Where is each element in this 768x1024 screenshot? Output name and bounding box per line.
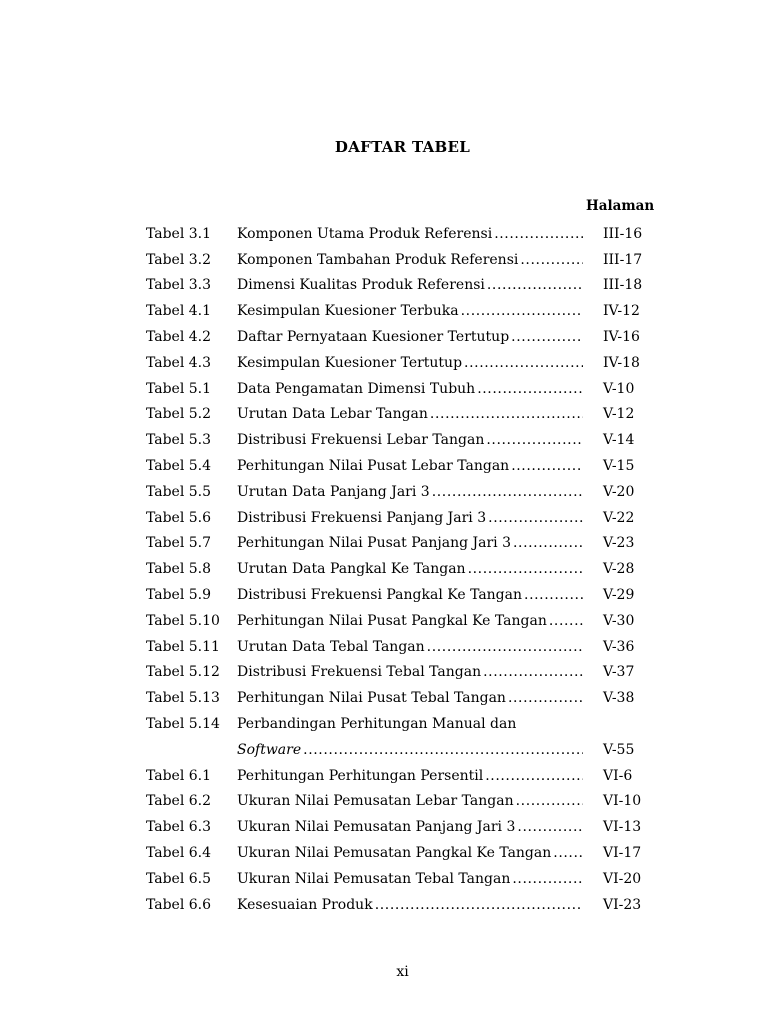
page-ref: V-23 (603, 535, 635, 552)
table-title: Urutan Data Lebar Tangan (237, 407, 428, 422)
page-ref: V-15 (603, 458, 635, 475)
page-ref: IV-18 (603, 354, 640, 371)
page-number: xi (396, 964, 409, 980)
page-ref: VI-20 (603, 870, 642, 887)
dot-leader (520, 253, 583, 267)
dot-leader (375, 898, 583, 912)
table-list (146, 221, 666, 918)
list-item-continuation (146, 737, 666, 763)
list-item (146, 247, 666, 273)
page-ref: V-36 (603, 638, 635, 655)
table-number: Tabel 5.10 (146, 612, 220, 629)
table-title: Urutan Data Panjang Jari 3 (237, 484, 430, 499)
table-number: Tabel 5.13 (146, 690, 220, 707)
table-number: Tabel 5.12 (146, 664, 220, 681)
dot-leader (512, 872, 583, 886)
table-number: Tabel 5.1 (146, 380, 212, 397)
list-item (146, 531, 666, 557)
page-ref: V-29 (603, 587, 635, 604)
list-item (146, 582, 666, 608)
table-number: Tabel 5.6 (146, 509, 212, 526)
list-item (146, 298, 666, 324)
list-item (146, 685, 666, 711)
list-item (146, 273, 666, 299)
page-ref: V-10 (603, 380, 635, 397)
table-number: Tabel 6.6 (146, 896, 212, 913)
list-item (146, 350, 666, 376)
page-ref: V-20 (603, 483, 635, 500)
dot-leader (487, 278, 583, 292)
dot-leader (477, 382, 583, 396)
table-title: Distribusi Frekuensi Tebal Tangan (237, 665, 482, 680)
dot-leader (524, 588, 583, 602)
dot-leader (511, 459, 583, 473)
list-item (146, 789, 666, 815)
page-ref: V-22 (603, 509, 635, 526)
page-title: DAFTAR TABEL (334, 138, 471, 156)
list-item (146, 763, 666, 789)
table-title: Ukuran Nilai Pemusatan Panjang Jari 3 (237, 820, 516, 835)
dot-leader (464, 356, 583, 370)
page-ref: V-28 (603, 561, 635, 578)
table-title: Perhitungan Nilai Pusat Pangkal Ke Tangan (237, 613, 547, 628)
table-title: Perhitungan Nilai Pusat Lebar Tangan (237, 459, 510, 474)
table-title: Perhitungan Perhitungan Persentil (237, 768, 484, 783)
table-title: Distribusi Frekuensi Lebar Tangan (237, 433, 485, 448)
page-ref: VI-13 (603, 819, 642, 836)
list-item (146, 608, 666, 634)
table-title: Ukuran Nilai Pemusatan Tebal Tangan (237, 871, 511, 886)
table-title: Daftar Pernyataan Kuesioner Tertutup (237, 330, 510, 345)
table-number: Tabel 5.14 (146, 716, 220, 733)
table-title: Distribusi Frekuensi Panjang Jari 3 (237, 510, 487, 525)
table-title: Kesimpulan Kuesioner Terbuka (237, 304, 459, 319)
table-title: Perhitungan Nilai Pusat Panjang Jari 3 (237, 536, 511, 551)
dot-leader (513, 536, 583, 550)
list-item (146, 221, 666, 247)
page-ref: V-55 (603, 741, 635, 758)
page-ref: III-16 (603, 225, 643, 242)
table-title: Data Pengamatan Dimensi Tubuh (237, 381, 476, 396)
table-number: Tabel 6.2 (146, 793, 212, 810)
table-number: Tabel 5.4 (146, 458, 212, 475)
dot-leader (432, 485, 583, 499)
table-number: Tabel 6.1 (146, 767, 212, 784)
table-title: Urutan Data Tebal Tangan (237, 639, 425, 654)
page-column-header: Halaman (586, 198, 655, 214)
page-ref: VI-23 (603, 896, 642, 913)
dot-leader (486, 433, 583, 447)
dot-leader (517, 820, 583, 834)
table-number: Tabel 5.7 (146, 535, 212, 552)
dot-leader (553, 846, 583, 860)
list-item (146, 376, 666, 402)
table-title: Perbandingan Perhitungan Manual dan (237, 717, 517, 732)
list-item (146, 840, 666, 866)
dot-leader (511, 330, 583, 344)
dot-leader (508, 691, 583, 705)
dot-leader (494, 227, 583, 241)
dot-leader (488, 511, 583, 525)
table-title: Komponen Utama Produk Referensi (237, 226, 493, 241)
table-title: Perhitungan Nilai Pusat Tebal Tangan (237, 691, 506, 706)
dot-leader (468, 562, 583, 576)
list-item (146, 505, 666, 531)
page-ref: VI-6 (603, 767, 633, 784)
table-title: Ukuran Nilai Pemusatan Pangkal Ke Tangan (237, 846, 552, 861)
table-number: Tabel 5.8 (146, 561, 212, 578)
list-item (146, 866, 666, 892)
table-number: Tabel 6.3 (146, 819, 212, 836)
table-number: Tabel 3.2 (146, 251, 212, 268)
table-number: Tabel 4.3 (146, 354, 212, 371)
page-ref: V-14 (603, 432, 635, 449)
list-item (146, 427, 666, 453)
dot-leader (516, 794, 583, 808)
table-title: Kesesuaian Produk (237, 897, 373, 912)
page-ref: V-38 (603, 690, 635, 707)
table-number: Tabel 3.3 (146, 277, 212, 294)
dot-leader (549, 614, 583, 628)
list-item (146, 892, 666, 918)
table-number: Tabel 4.2 (146, 329, 212, 346)
table-title-continuation: Software (237, 742, 302, 757)
dot-leader (461, 304, 583, 318)
page-ref: III-18 (603, 277, 643, 294)
list-item (146, 479, 666, 505)
table-number: Tabel 5.2 (146, 406, 212, 423)
dot-leader (483, 665, 583, 679)
list-item (146, 634, 666, 660)
list-item (146, 660, 666, 686)
list-item (146, 402, 666, 428)
list-item (146, 814, 666, 840)
table-number: Tabel 6.4 (146, 845, 212, 862)
page-ref: IV-12 (603, 303, 640, 320)
table-number: Tabel 6.5 (146, 870, 212, 887)
dot-leader (430, 407, 583, 421)
table-title: Urutan Data Pangkal Ke Tangan (237, 562, 466, 577)
table-number: Tabel 5.3 (146, 432, 212, 449)
list-item (146, 711, 666, 737)
table-title: Distribusi Frekuensi Pangkal Ke Tangan (237, 588, 523, 603)
table-number: Tabel 4.1 (146, 303, 212, 320)
list-item (146, 556, 666, 582)
dot-leader (303, 743, 583, 757)
table-number: Tabel 5.5 (146, 483, 212, 500)
table-title: Kesimpulan Kuesioner Tertutup (237, 355, 463, 370)
page-ref: V-30 (603, 612, 635, 629)
list-item (146, 324, 666, 350)
page-ref: IV-16 (603, 329, 640, 346)
dot-leader (485, 769, 583, 783)
table-number: Tabel 5.9 (146, 587, 212, 604)
page-ref: III-17 (603, 251, 643, 268)
table-title: Ukuran Nilai Pemusatan Lebar Tangan (237, 794, 514, 809)
page-ref: VI-17 (603, 845, 642, 862)
table-number: Tabel 5.11 (146, 638, 220, 655)
dot-leader (427, 640, 583, 654)
list-item (146, 453, 666, 479)
table-title: Komponen Tambahan Produk Referensi (237, 252, 519, 267)
table-number: Tabel 3.1 (146, 225, 212, 242)
page-ref: V-37 (603, 664, 635, 681)
table-title: Dimensi Kualitas Produk Referensi (237, 278, 485, 293)
page-ref: VI-10 (603, 793, 642, 810)
page-ref: V-12 (603, 406, 635, 423)
